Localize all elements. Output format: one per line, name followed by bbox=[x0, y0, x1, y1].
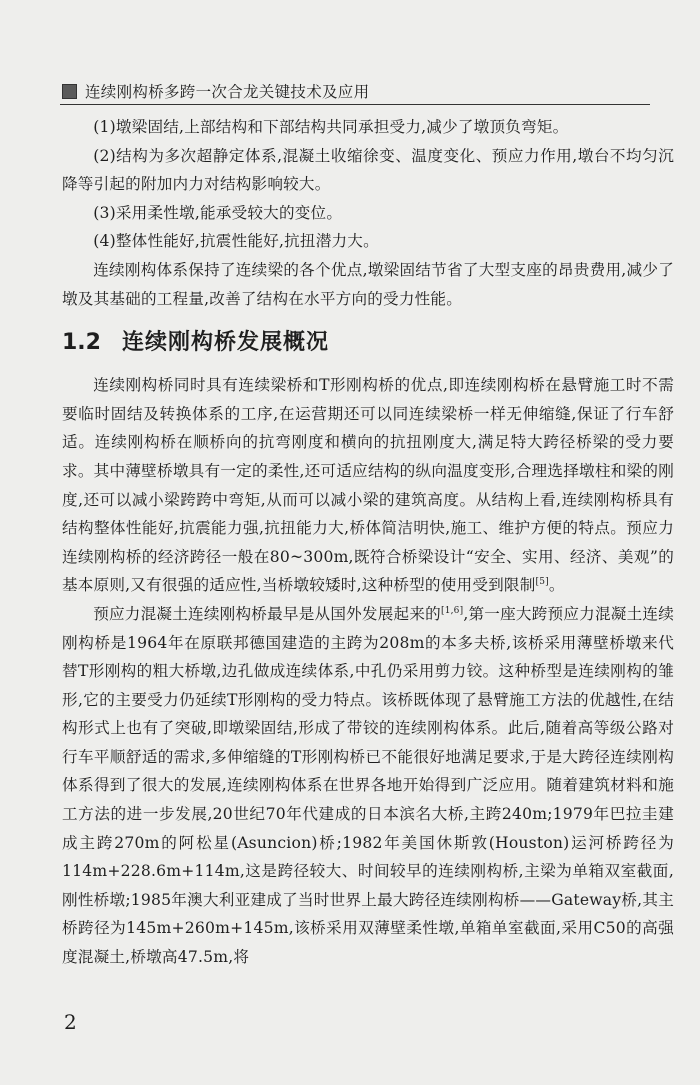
paragraph-1-end: 。 bbox=[548, 576, 565, 595]
summary-paragraph: 连续刚构体系保持了连续梁的各个优点,墩梁固结节省了大型支座的昂贵费用,减少了墩及其基础的工程量,改善了结构在水平方向的受力性能。 bbox=[62, 260, 674, 308]
paragraph-1 bbox=[62, 371, 674, 600]
page-body bbox=[62, 113, 674, 972]
header-square-marker bbox=[62, 84, 77, 99]
list-item-4: (4)整体性能好,抗震性能好,抗扭潜力大。 bbox=[93, 232, 379, 251]
citation-ref-1-6: [1,6] bbox=[440, 605, 464, 616]
running-header bbox=[60, 78, 650, 105]
paragraph-1-text: 连续刚构桥同时具有连续梁桥和T形刚构桥的优点,即连续刚构桥在悬臂施工时不需要临时固结及转换体系的工序,在运营期还可以同连续梁桥一样无伸缩缝,保证了行车舒适。连续刚构桥在顺桥向的抗弯刚度和横向的抗扭刚度大,满足特大跨径桥梁的受力要求。其中薄壁桥墩具有一定的柔性,还可适应结构的纵向温度变形,合理选择墩柱和梁的刚度,还可以减小梁跨跨中弯矩,从而可以减小梁的建筑高度。从结构上看,连续刚构桥具有结构整体性能好,抗震能力强,抗扭能力大,桥体简洁明快,施工、维护方便的特点。预应力连续刚构桥的经济跨径一般在80~300m,既符合桥梁设计“安全、实用、经济、美观”的基本原则,又有很强的适应性,当桥墩较矮时,这种桥型的使用受到限制 bbox=[62, 376, 674, 595]
list-item-2: (2)结构为多次超静定体系,混凝土收缩徐变、温度变化、预应力作用,墩台不均匀沉降等引起的附加内力对结构影响较大。 bbox=[62, 146, 674, 194]
paragraph-2-text: ,第一座大跨预应力混凝土连续刚构桥是1964年在原联邦德国建造的主跨为208m的本多夫桥,该桥采用薄壁桥墩来代替T形刚构的粗大桥墩,边孔做成连续体系,中孔仍采用剪力铰。这种桥型是连续刚构的雏形,它的主要受力仍延续T形刚构的受力特点。该桥既体现了悬臂施工方法的优越性,在结构形式上也有了突破,即墩梁固结,形成了带铰的连续刚构体系。此后,随着高等级公路对行车平顺舒适的需求,多伸缩缝的T形刚构桥已不能很好地满足要求,于是大跨径连续刚构体系得到了很大的发展,连续刚构体系在世界各地开始得到广泛应用。随着建筑材料和施工方法的进一步发展,20世纪70年代建成的日本滨名大桥,主跨240m;1979年巴拉圭建成主跨270m的阿松星(Asuncion)桥;1982年美国休斯敦(Houston)运河桥跨径为114m+228.6m+114m,这是跨径较大、时间较早的连续刚构桥,主梁为单箱双室截面,刚性桥墩;1985年澳大利亚建成了当时世界上最大跨径连续刚构桥——Gateway桥,其主桥跨径为145m+260m+145m,该桥采用双薄壁柔性墩,单箱单室截面,采用C50的高强度混凝土,桥墩高47.5m,将 bbox=[62, 604, 674, 967]
paragraph-2 bbox=[62, 600, 674, 972]
list-item-1: (1)墩梁固结,上部结构和下部结构共同承担受力,减少了墩顶负弯矩。 bbox=[93, 118, 569, 136]
section-heading bbox=[62, 325, 674, 361]
section-title: 连续刚构桥发展概况 bbox=[122, 330, 330, 356]
page-number: 2 bbox=[64, 1010, 77, 1034]
section-number: 1.2 bbox=[62, 330, 101, 356]
paragraph-2-start: 预应力混凝土连续刚构桥最早是从国外发展起来的 bbox=[93, 604, 441, 623]
list-item-3: (3)采用柔性墩,能承受较大的变位。 bbox=[93, 203, 343, 222]
citation-ref-5: [5] bbox=[535, 577, 549, 588]
running-header-title: 连续刚构桥多跨一次合龙关键技术及应用 bbox=[85, 83, 370, 101]
